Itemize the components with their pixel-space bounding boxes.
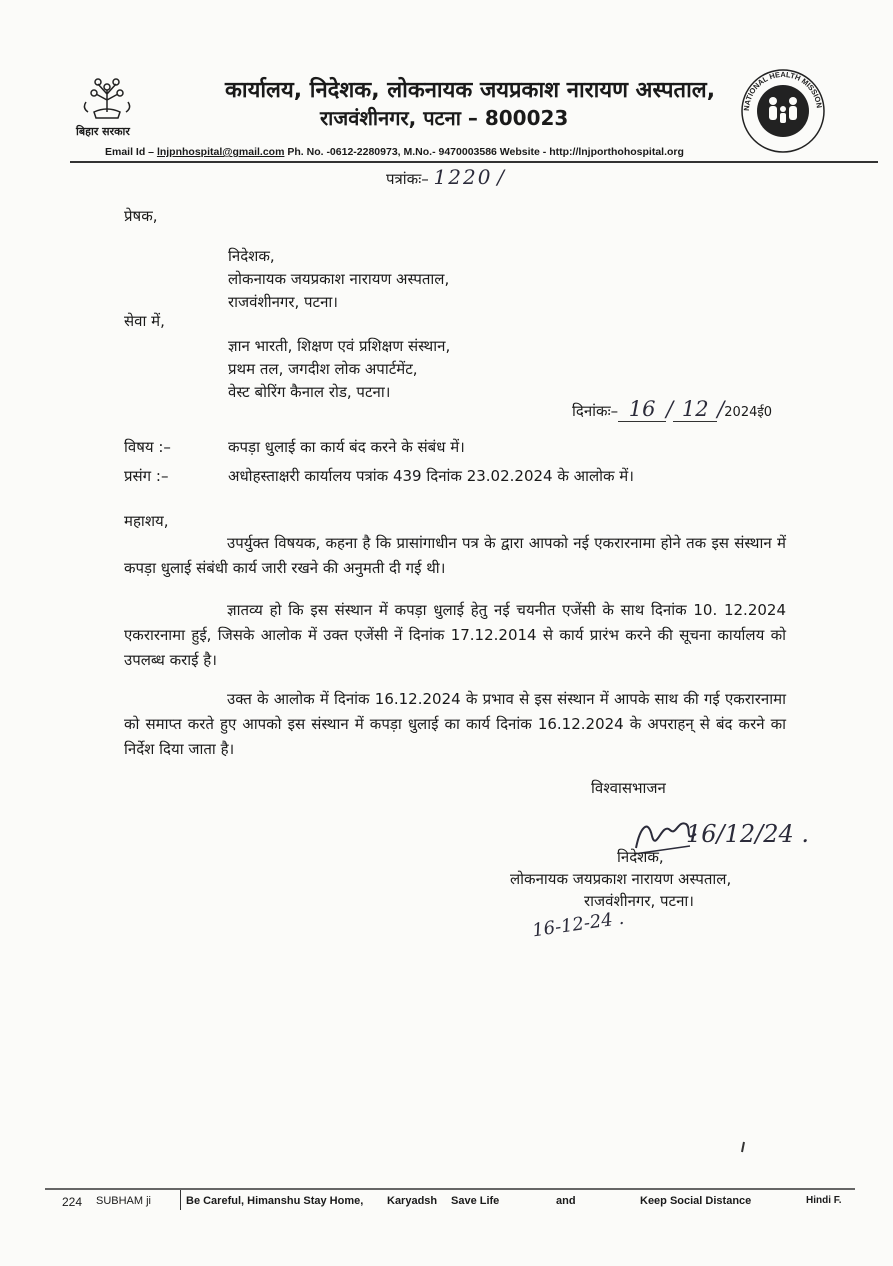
letter-date: दिनांकः– 16 / 12 /2024ई0: [572, 397, 773, 421]
body-paragraph-1: उपर्युक्त विषयक, कहना है कि प्रासांगाधीन पत्र के द्वारा आपको नई एकरारनामा होने तक इस संस्थान में कपड़ा धुलाई संबंधी कार्य जारी रखने की अनुमती दी गई थी।: [124, 534, 786, 577]
closing-regards: विश्वासभाजन: [591, 779, 666, 797]
contact-line: [105, 146, 684, 158]
contact-email-link[interactable]: lnjpnhospital@gmail.com: [156, 146, 285, 158]
footer-language: Hindi F.: [806, 1195, 842, 1206]
recipient-line: ज्ञान भारती, शिक्षण एवं प्रशिक्षण संस्थान,: [228, 337, 451, 355]
body-paragraph-3: उक्त के आलोक में दिनांक 16.12.2024 के प्रभाव से इस संस्थान में आपके साथ की गई एकरारनामा को समाप्त करते हुए आपको इस संस्थान में कपड़ा धुलाई का कार्य दिनांक 16.12.2024 के अपराहन् से बंद करने का निर्देश दिया जाता है।: [124, 690, 786, 758]
footer-slogan-3: Save Life: [451, 1195, 500, 1207]
signature-date: 16/12/24 .: [686, 820, 810, 848]
date-month: 12: [673, 397, 717, 422]
header-divider: [70, 161, 878, 163]
national-health-mission-logo: [740, 68, 826, 154]
footer-slogan-5: Keep Social Distance: [640, 1195, 752, 1207]
bihar-government-emblem: [72, 72, 142, 138]
initial-date: 16-12-24 .: [530, 907, 626, 942]
recipient-label: सेवा में,: [124, 312, 165, 330]
sender-label: प्रेषक,: [124, 207, 158, 225]
recipient-block: [228, 335, 450, 404]
recipient-line: वेस्ट बोरिंग कैनाल रोड, पटना।: [228, 383, 391, 401]
letter-number-label: पत्रांकः–: [386, 170, 429, 188]
ink-mark: [740, 1138, 746, 1150]
date-day: 16: [618, 397, 666, 422]
letter-number: [386, 165, 506, 189]
reference-label: प्रसंग :–: [124, 467, 169, 485]
contact-details: Ph. No. -0612-2280973, M.No.- 9470003586 Website - http://lnjporthohospital.org: [284, 146, 684, 158]
office-title-line1: कार्यालय, निदेशक, लोकनायक जयप्रकाश नारायण अस्पताल,: [225, 78, 716, 103]
bihar-government-caption: बिहार सरकार: [76, 125, 130, 138]
closing-office: लोकनायक जयप्रकाश नारायण अस्पताल,: [510, 870, 732, 888]
footer-separator: [180, 1190, 181, 1210]
date-year: 2024ई0: [724, 405, 773, 420]
subject-text: कपड़ा धुलाई का कार्य बंद करने के संबंध में।: [228, 438, 465, 456]
footer-slogan-4: and: [556, 1195, 576, 1207]
body-paragraph-2: ज्ञातव्य हो कि इस संस्थान में कपड़ा धुलाई हेतु नई चयनीत एजेंसी के साथ दिनांक 10. 12.2024 एकरारनामा हुई, जिसके आलोक में उक्त एजेंसी नें दिनांक 17.12.2014 से कार्य प्रारंभ करने की सूचना कार्यालय को उपलब्ध कराई है।: [124, 601, 786, 669]
closing-designation: निदेशक,: [617, 848, 664, 866]
letter-number-suffix: /: [497, 165, 506, 189]
sender-line: राजवंशीनगर, पटना।: [228, 293, 338, 311]
footer-divider: [45, 1188, 855, 1190]
reference-text: अधोहस्ताक्षरी कार्यालय पत्रांक 439 दिनांक 23.02.2024 के आलोक में।: [228, 467, 634, 485]
subject-label: विषय :–: [124, 438, 171, 456]
sender-line: निदेशक,: [228, 247, 275, 265]
sender-block: [228, 245, 449, 314]
recipient-line: प्रथम तल, जगदीश लोक अपार्टमेंट,: [228, 360, 418, 378]
footer-page-number: 224: [62, 1195, 83, 1209]
contact-prefix: Email Id –: [105, 146, 157, 158]
letter-number-value: 1220: [433, 165, 493, 189]
closing-place: राजवंशीनगर, पटना।: [584, 892, 694, 910]
sender-line: लोकनायक जयप्रकाश नारायण अस्पताल,: [228, 270, 450, 288]
footer-slogan-1: Be Careful, Himanshu Stay Home,: [186, 1195, 364, 1207]
nhm-logo-text: NATIONAL HEALTH MISSION: [741, 69, 824, 112]
footer-slogan-2: Karyadsh: [387, 1195, 438, 1207]
salutation: महाशय,: [124, 512, 169, 530]
date-label: दिनांकः–: [572, 402, 619, 420]
footer-name: SUBHAM ji: [96, 1195, 152, 1207]
office-title-line2: राजवंशीनगर, पटना – 800023: [320, 106, 569, 130]
